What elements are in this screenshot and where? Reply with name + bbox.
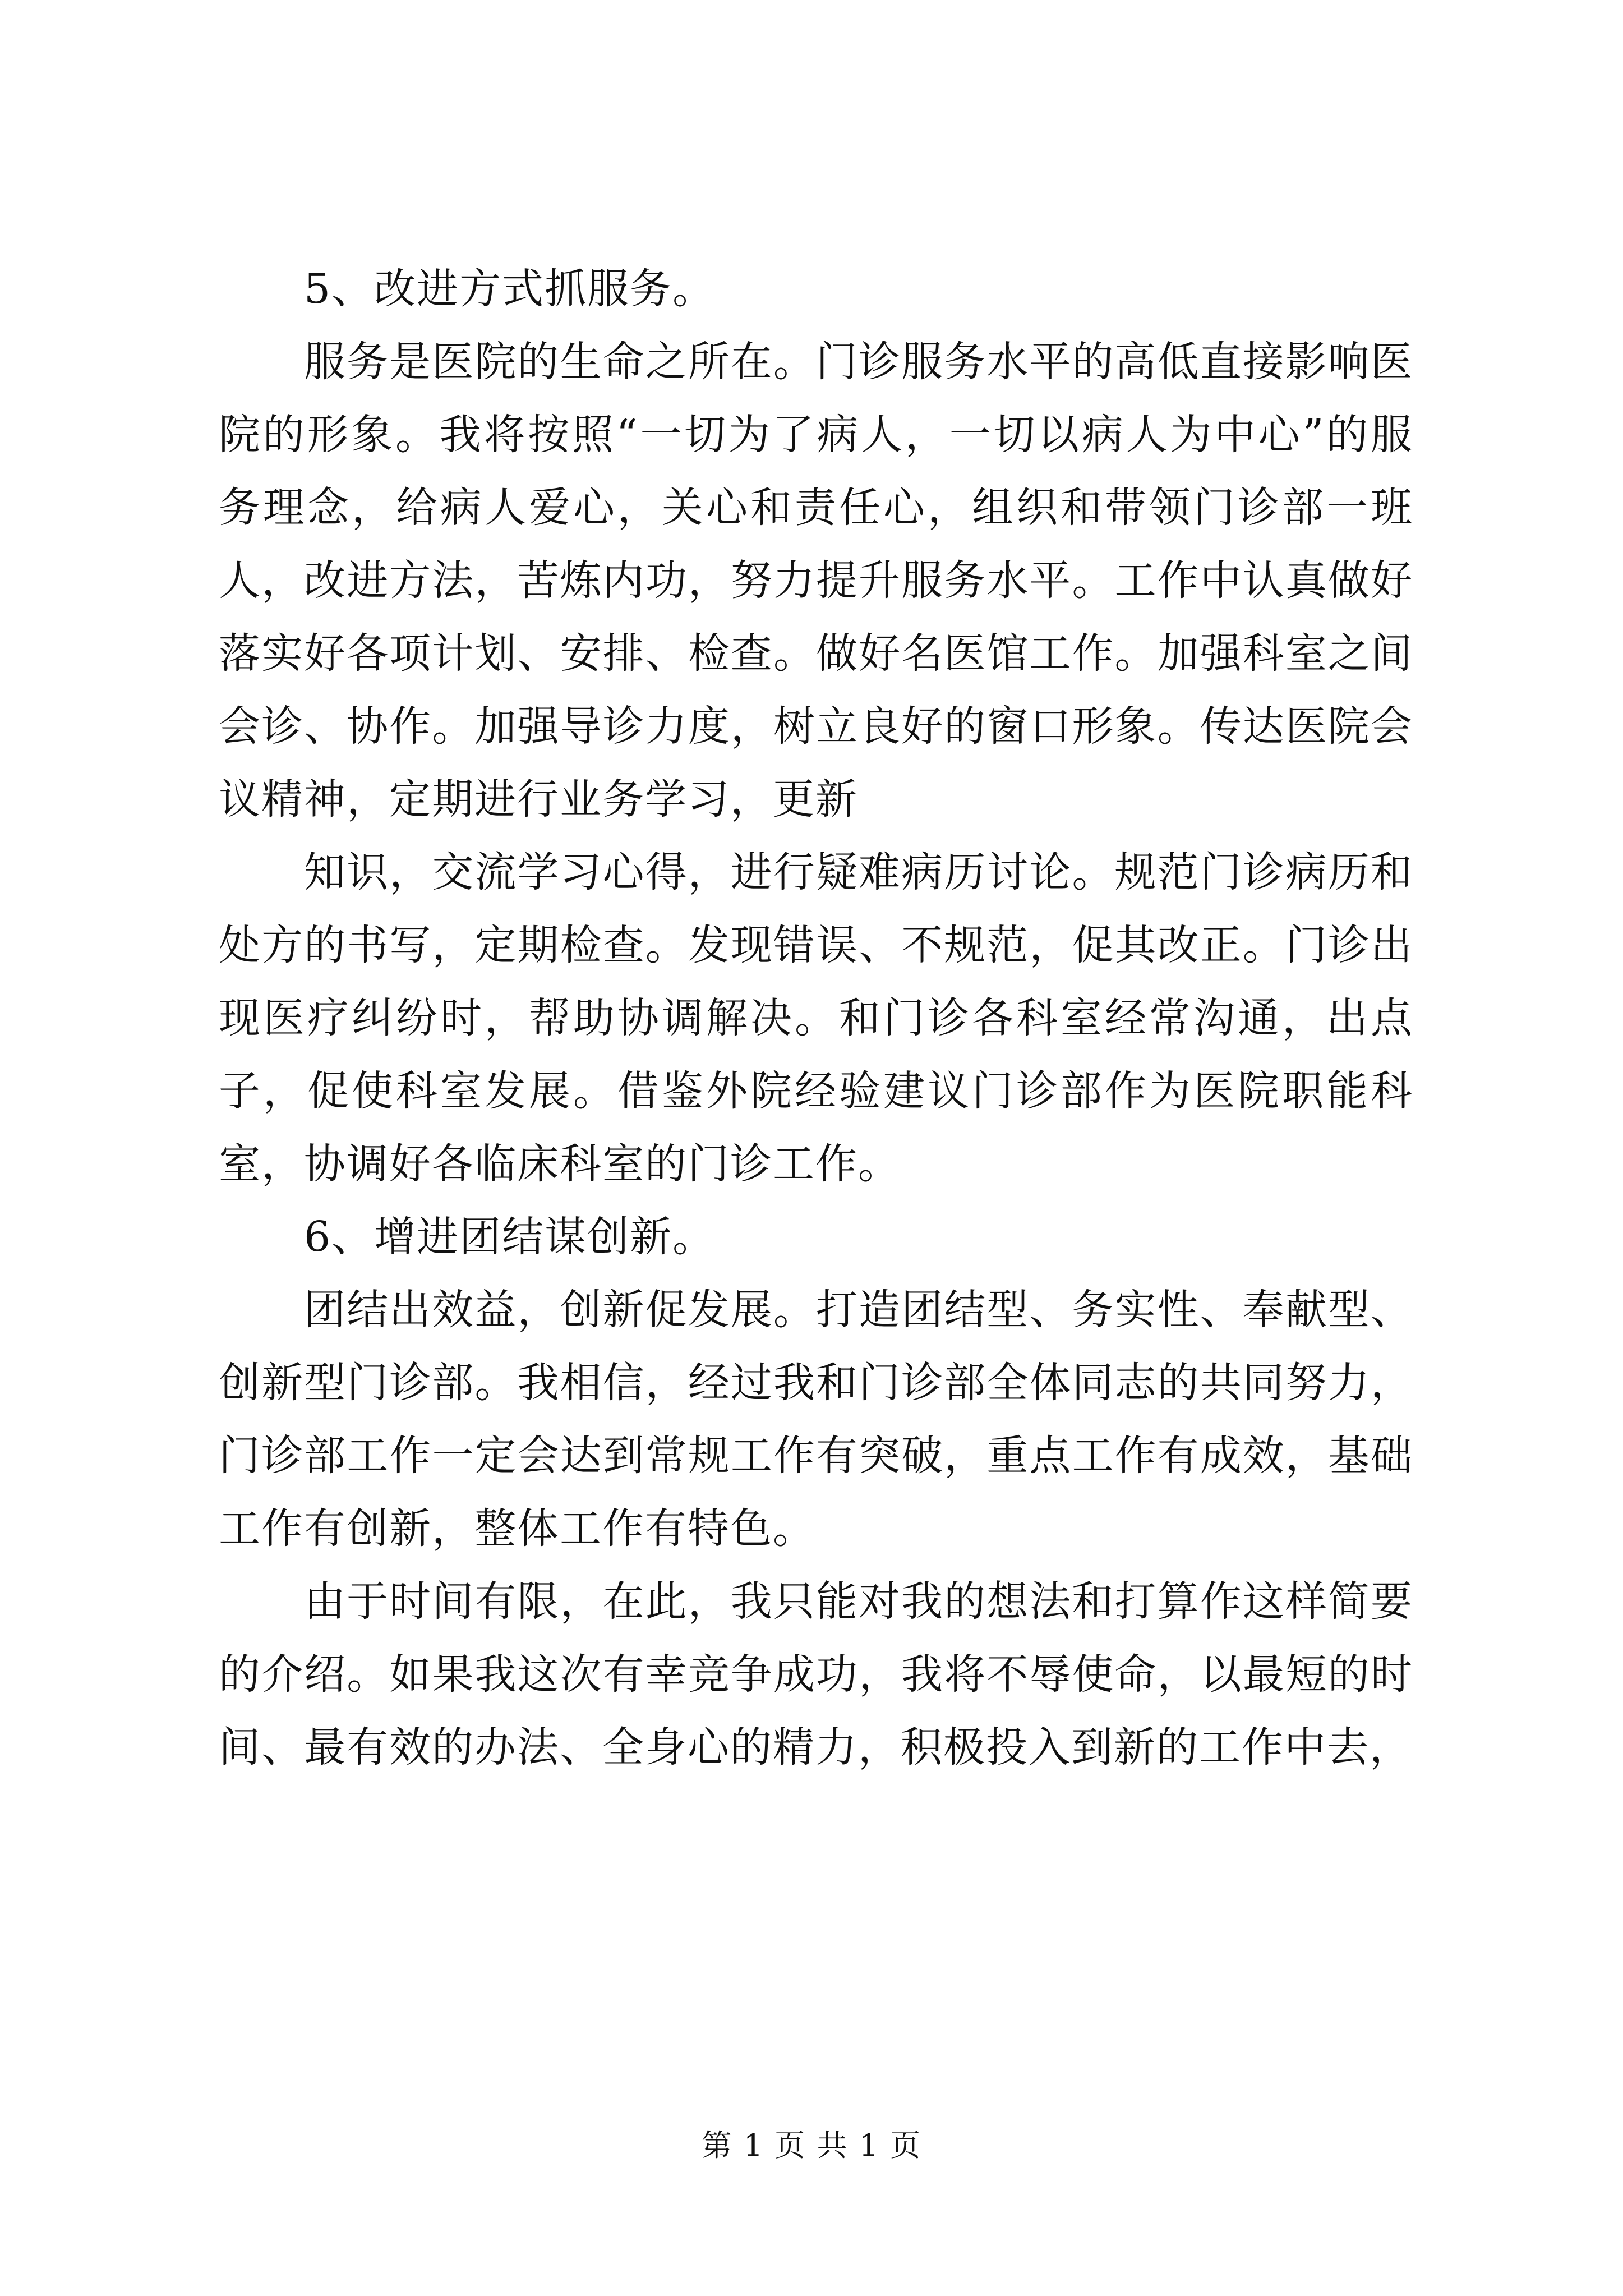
paragraph-knowledge: 知识，交流学习心得，进行疑难病历讨论。规范门诊病历和处方的书写，定期检查。发现错误、不规范，促其改正。门诊出现医疗纠纷时，帮助协调解决。和门诊各科室经常沟通，出点子，促使科室发展。借鉴外院经验建议门诊部作为医院职能科室，协调好各临床科室的门诊工作。 [219,848,1413,1188]
paragraph-unity: 团结出效益，创新促发展。打造团结型、务实性、奉献型、创新型门诊部。我相信，经过我和门诊部全体同志的共同努力，门诊部工作一定会达到常规工作有突破，重点工作有成效，基础工作有创新，整体工作有特色。 [219,1286,1413,1553]
page-number-footer: 第 1 页 共 1 页 [701,2128,922,2163]
paragraph-heading-6: 6、增进团结谋创新。 [304,1213,716,1261]
paragraph-service: 服务是医院的生命之所在。门诊服务水平的高低直接影响医院的形象。我将按照“一切为了病人，一切以病人为中心”的服务理念，给病人爱心，关心和责任心，组织和带领门诊部一班人，改进方法，苦炼内功，努力提升服务水平。工作中认真做好落实好各项计划、安排、检查。做好名医馆工作。加强科室之间会诊、协作。加强导诊力度，树立良好的窗口形象。传达医院会议精神，定期进行业务学习，更新 [219,338,1413,823]
paragraph-heading-5: 5、改进方式抓服务。 [304,265,716,313]
document-body [219,252,1413,1784]
paragraph-closing: 由于时间有限，在此，我只能对我的想法和打算作这样简要的介绍。如果我这次有幸竞争成功，我将不辱使命，以最短的时间、最有效的办法、全身心的精力，积极投入到新的工作中去， [219,1577,1413,1772]
